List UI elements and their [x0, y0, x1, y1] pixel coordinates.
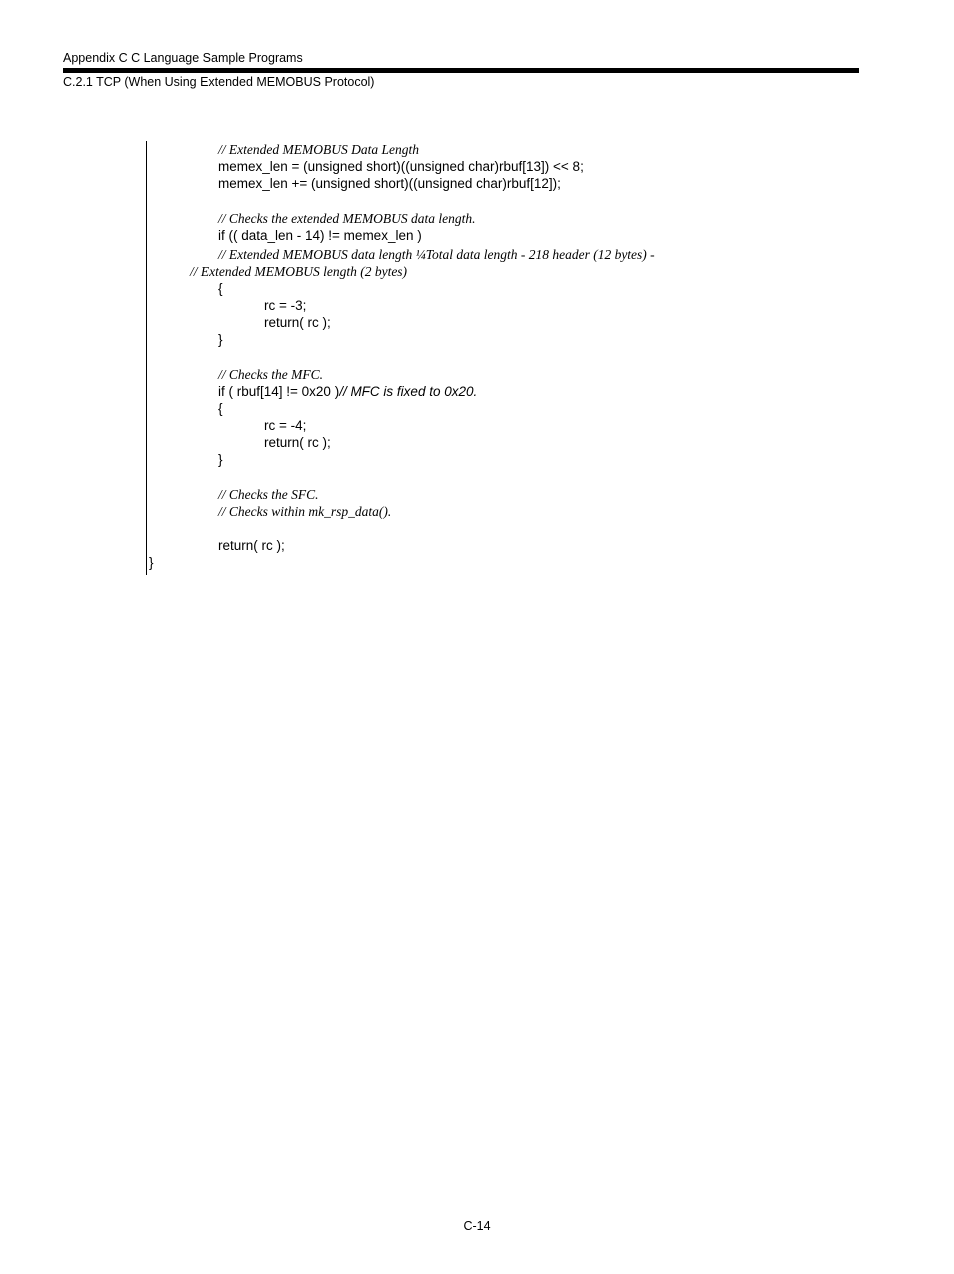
code-line: { [218, 401, 223, 416]
section-subtitle: C.2.1 TCP (When Using Extended MEMOBUS Protocol) [63, 75, 375, 89]
code-comment: // Checks the SFC. [218, 487, 319, 502]
code-comment: // Extended MEMOBUS length (2 bytes) [190, 264, 408, 279]
code-line: if (( data_len - 14) != memex_len ) [218, 228, 422, 243]
section-title: Appendix C C Language Sample Programs [63, 51, 303, 65]
code-comment: // Checks the MFC. [218, 367, 323, 382]
code-line [218, 383, 477, 400]
code-line: rc = -3; [264, 298, 307, 313]
code-comment: // Extended MEMOBUS Data Length [218, 142, 419, 157]
code-line: return( rc ); [264, 315, 331, 330]
code-line: memex_len += (unsigned short)((unsigned char)rbuf[12]); [218, 176, 561, 191]
code-line: return( rc ); [264, 435, 331, 450]
code-comment: // Extended MEMOBUS data length ¼Total data length - 218 header (12 bytes) - [218, 247, 655, 262]
code-line: memex_len = (unsigned short)((unsigned char)rbuf[13]) << 8; [218, 159, 584, 174]
code-line: { [218, 281, 223, 296]
code-line: } [149, 555, 154, 570]
page-number: C-14 [463, 1219, 491, 1233]
code-inline-comment: // MFC is fixed to 0x20. [339, 384, 478, 399]
code-line: } [218, 332, 223, 347]
code-line: rc = -4; [264, 418, 307, 433]
code-comment: // Checks the extended MEMOBUS data length. [218, 211, 476, 226]
code-block [0, 0, 954, 600]
code-line: } [218, 452, 223, 467]
code-statement: if ( rbuf[14] != 0x20 ) [218, 384, 340, 399]
code-comment: // Checks within mk_rsp_data(). [218, 504, 392, 519]
code-line: return( rc ); [218, 538, 285, 553]
